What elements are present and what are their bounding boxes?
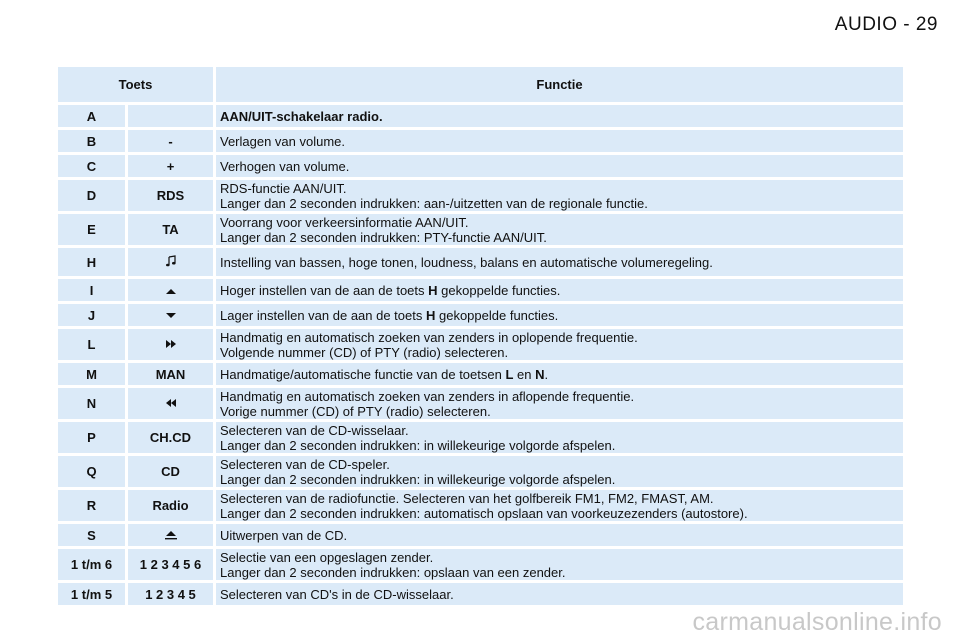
table-row	[58, 214, 903, 245]
row-button: CH.CD	[128, 422, 213, 453]
table-row	[58, 105, 903, 127]
row-function	[216, 422, 903, 453]
function-line: Langer dan 2 seconden indrukken: automatisch opslaan van voorkeuzezenders (autostore).	[220, 505, 748, 521]
row-function	[216, 329, 903, 360]
table-row	[58, 422, 903, 453]
function-text: Hoger instellen van de aan de toets	[220, 282, 429, 298]
function-line: Selectie van een opgeslagen zender.	[220, 549, 434, 565]
function-line: Langer dan 2 seconden indrukken: PTY-functie AAN/UIT.	[220, 229, 547, 245]
table-row	[58, 130, 903, 152]
watermark: carmanualsonline.info	[692, 608, 942, 636]
row-function	[216, 304, 903, 326]
function-line	[220, 283, 903, 298]
table-row	[58, 524, 903, 546]
row-button	[128, 329, 213, 360]
function-line: Langer dan 2 seconden indrukken: in willekeurige volgorde afspelen.	[220, 437, 616, 453]
column-header-functie: Functie	[216, 67, 903, 102]
row-key: S	[58, 524, 125, 546]
function-line: Selecteren van de radiofunctie. Selecteren van het golfbereik FM1, FM2, FMAST, AM.	[220, 490, 714, 506]
function-line: AAN/UIT-schakelaar radio.	[220, 108, 383, 124]
row-function	[216, 549, 903, 580]
row-key: R	[58, 490, 125, 521]
table-row	[58, 388, 903, 419]
row-function	[216, 456, 903, 487]
table-row	[58, 248, 903, 276]
row-button: MAN	[128, 363, 213, 385]
function-line: Langer dan 2 seconden indrukken: opslaan van een zender.	[220, 564, 566, 580]
row-function	[216, 583, 903, 605]
table-row	[58, 155, 903, 177]
eject-icon	[164, 528, 178, 543]
row-function	[216, 388, 903, 419]
row-function	[216, 130, 903, 152]
key-reference: H	[425, 307, 436, 323]
arrow-down-icon	[165, 308, 177, 323]
table-row	[58, 456, 903, 487]
table-body	[58, 105, 903, 605]
row-function	[216, 524, 903, 546]
fast-forward-icon	[165, 337, 177, 352]
row-button	[128, 248, 213, 276]
row-key: H	[58, 248, 125, 276]
table-row	[58, 363, 903, 385]
function-line: Vorige nummer (CD) of PTY (radio) selecteren.	[220, 403, 491, 419]
row-function	[216, 363, 903, 385]
key-reference: L	[505, 366, 514, 382]
row-key: E	[58, 214, 125, 245]
row-function	[216, 105, 903, 127]
column-header-toets: Toets	[58, 67, 213, 102]
row-button: Radio	[128, 490, 213, 521]
table-row	[58, 304, 903, 326]
function-line: Handmatig en automatisch zoeken van zenders in oplopende frequentie.	[220, 329, 638, 345]
function-line: Langer dan 2 seconden indrukken: aan-/uitzetten van de regionale functie.	[220, 195, 648, 211]
function-text: en	[513, 366, 536, 382]
row-button: 1 2 3 4 5	[128, 583, 213, 605]
row-key: C	[58, 155, 125, 177]
row-function	[216, 248, 903, 276]
arrow-up-icon	[165, 283, 177, 298]
row-key: N	[58, 388, 125, 419]
function-line: Verlagen van volume.	[220, 133, 346, 149]
table-row	[58, 279, 903, 301]
row-button: 1 2 3 4 5 6	[128, 549, 213, 580]
music-note-icon	[165, 255, 177, 270]
function-line: Selecteren van de CD-wisselaar.	[220, 422, 409, 438]
row-button	[128, 524, 213, 546]
key-reference: N	[535, 366, 545, 382]
function-line: Instelling van bassen, hoge tonen, loudness, balans en automatische volumeregeling.	[220, 254, 713, 270]
key-reference: H	[428, 282, 438, 298]
row-function	[216, 214, 903, 245]
function-text: .	[544, 366, 549, 382]
function-line: Langer dan 2 seconden indrukken: in willekeurige volgorde afspelen.	[220, 471, 616, 487]
row-key: A	[58, 105, 125, 127]
function-text: Handmatige/automatische functie van de toetsen	[220, 366, 506, 382]
table-header	[58, 67, 903, 102]
row-function	[216, 279, 903, 301]
table-row	[58, 490, 903, 521]
row-key: I	[58, 279, 125, 301]
row-button: +	[128, 155, 213, 177]
function-line	[220, 367, 903, 382]
row-function	[216, 155, 903, 177]
row-key: 1 t/m 6	[58, 549, 125, 580]
function-text: gekoppelde functies.	[435, 307, 559, 323]
function-line: Volgende nummer (CD) of PTY (radio) selecteren.	[220, 344, 509, 360]
row-button: RDS	[128, 180, 213, 211]
table-row	[58, 583, 903, 605]
page-title: AUDIO - 29	[834, 14, 938, 35]
function-line: Verhogen van volume.	[220, 158, 350, 174]
row-key: D	[58, 180, 125, 211]
row-button: CD	[128, 456, 213, 487]
row-key: L	[58, 329, 125, 360]
table-row	[58, 180, 903, 211]
rewind-icon	[165, 396, 177, 411]
row-button: TA	[128, 214, 213, 245]
table-row	[58, 549, 903, 580]
function-line: Selecteren van CD's in de CD-wisselaar.	[220, 586, 454, 602]
function-line: Voorrang voor verkeersinformatie AAN/UIT.	[220, 214, 469, 230]
row-key: B	[58, 130, 125, 152]
function-text: Lager instellen van de aan de toets	[220, 307, 426, 323]
row-key: 1 t/m 5	[58, 583, 125, 605]
function-line: Handmatig en automatisch zoeken van zenders in aflopende frequentie.	[220, 388, 635, 404]
function-line: RDS-functie AAN/UIT.	[220, 180, 347, 196]
function-text: gekoppelde functies.	[437, 282, 561, 298]
table-row	[58, 329, 903, 360]
function-line: Selecteren van de CD-speler.	[220, 456, 390, 472]
row-button	[128, 105, 213, 127]
row-button	[128, 279, 213, 301]
row-button: -	[128, 130, 213, 152]
function-line	[220, 308, 903, 323]
row-button	[128, 388, 213, 419]
row-function	[216, 180, 903, 211]
row-key: P	[58, 422, 125, 453]
function-table	[58, 67, 903, 608]
row-key: M	[58, 363, 125, 385]
row-key: Q	[58, 456, 125, 487]
row-button	[128, 304, 213, 326]
row-function	[216, 490, 903, 521]
function-line: Uitwerpen van de CD.	[220, 527, 348, 543]
row-key: J	[58, 304, 125, 326]
